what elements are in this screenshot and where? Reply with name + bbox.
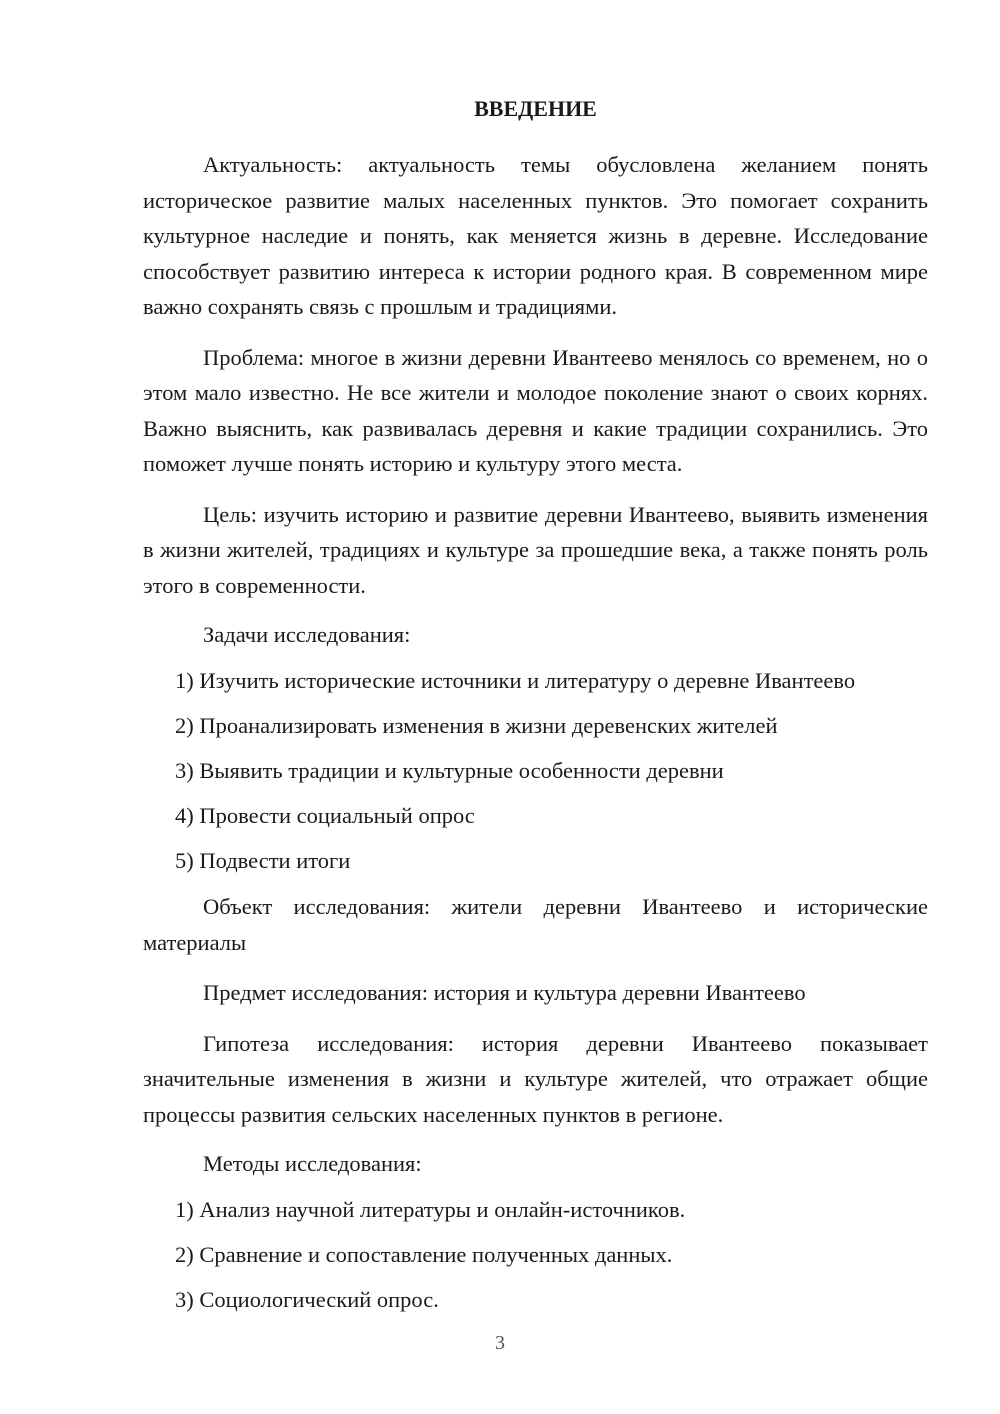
tasks-list xyxy=(143,664,928,878)
methods-heading: Методы исследования: xyxy=(203,1151,422,1176)
list-item: 5) Подвести итоги xyxy=(175,848,351,873)
list-item: 1) Изучить исторические источники и литературу о деревне Ивантеево xyxy=(175,668,856,693)
methods-list xyxy=(143,1193,928,1317)
problem-paragraph: Проблема: многое в жизни деревни Ивантеево менялось со временем, но о этом мало известно. Не все жители и молодое поколение знают о своих корнях. Важно выяснить, как развивалась деревня и какие традиции сохранились. Это поможет лучше понять историю и культуру этого места. xyxy=(143,344,928,476)
goal-paragraph: Цель: изучить историю и развитие деревни Ивантеево, выявить изменения в жизни жителей, традициях и культуре за прошедшие века, а также понять роль этого в современности. xyxy=(143,501,928,598)
list-item: 2) Сравнение и сопоставление полученных данных. xyxy=(175,1242,673,1267)
subject-paragraph: Предмет исследования: история и культура деревни Ивантеево xyxy=(203,980,806,1005)
object-paragraph: Объект исследования: жители деревни Ивантеево и исторические материалы xyxy=(143,894,928,955)
tasks-heading: Задачи исследования: xyxy=(203,622,411,647)
relevance-paragraph: Актуальность: актуальность темы обусловлена желанием понять историческое развитие малых населенных пунктов. Это помогает сохранить культурное наследие и понять, как меняется жизнь в деревне. Исследование способствует развитию интереса к истории родного края. В современном мире важно сохранять связь с прошлым и традициями. xyxy=(143,152,928,319)
list-item: 2) Проанализировать изменения в жизни деревенских жителей xyxy=(175,713,778,738)
page-number: 3 xyxy=(495,1332,505,1354)
section-title: ВВЕДЕНИЕ xyxy=(474,96,597,121)
list-item: 3) Социологический опрос. xyxy=(175,1287,439,1312)
list-item: 3) Выявить традиции и культурные особенности деревни xyxy=(175,758,724,783)
list-item: 4) Провести социальный опрос xyxy=(175,803,475,828)
list-item: 1) Анализ научной литературы и онлайн-источников. xyxy=(175,1197,686,1222)
hypothesis-paragraph: Гипотеза исследования: история деревни Ивантеево показывает значительные изменения в жизни и культуре жителей, что отражает общие процессы развития сельских населенных пунктов в регионе. xyxy=(143,1030,928,1127)
document-page xyxy=(143,92,928,1328)
